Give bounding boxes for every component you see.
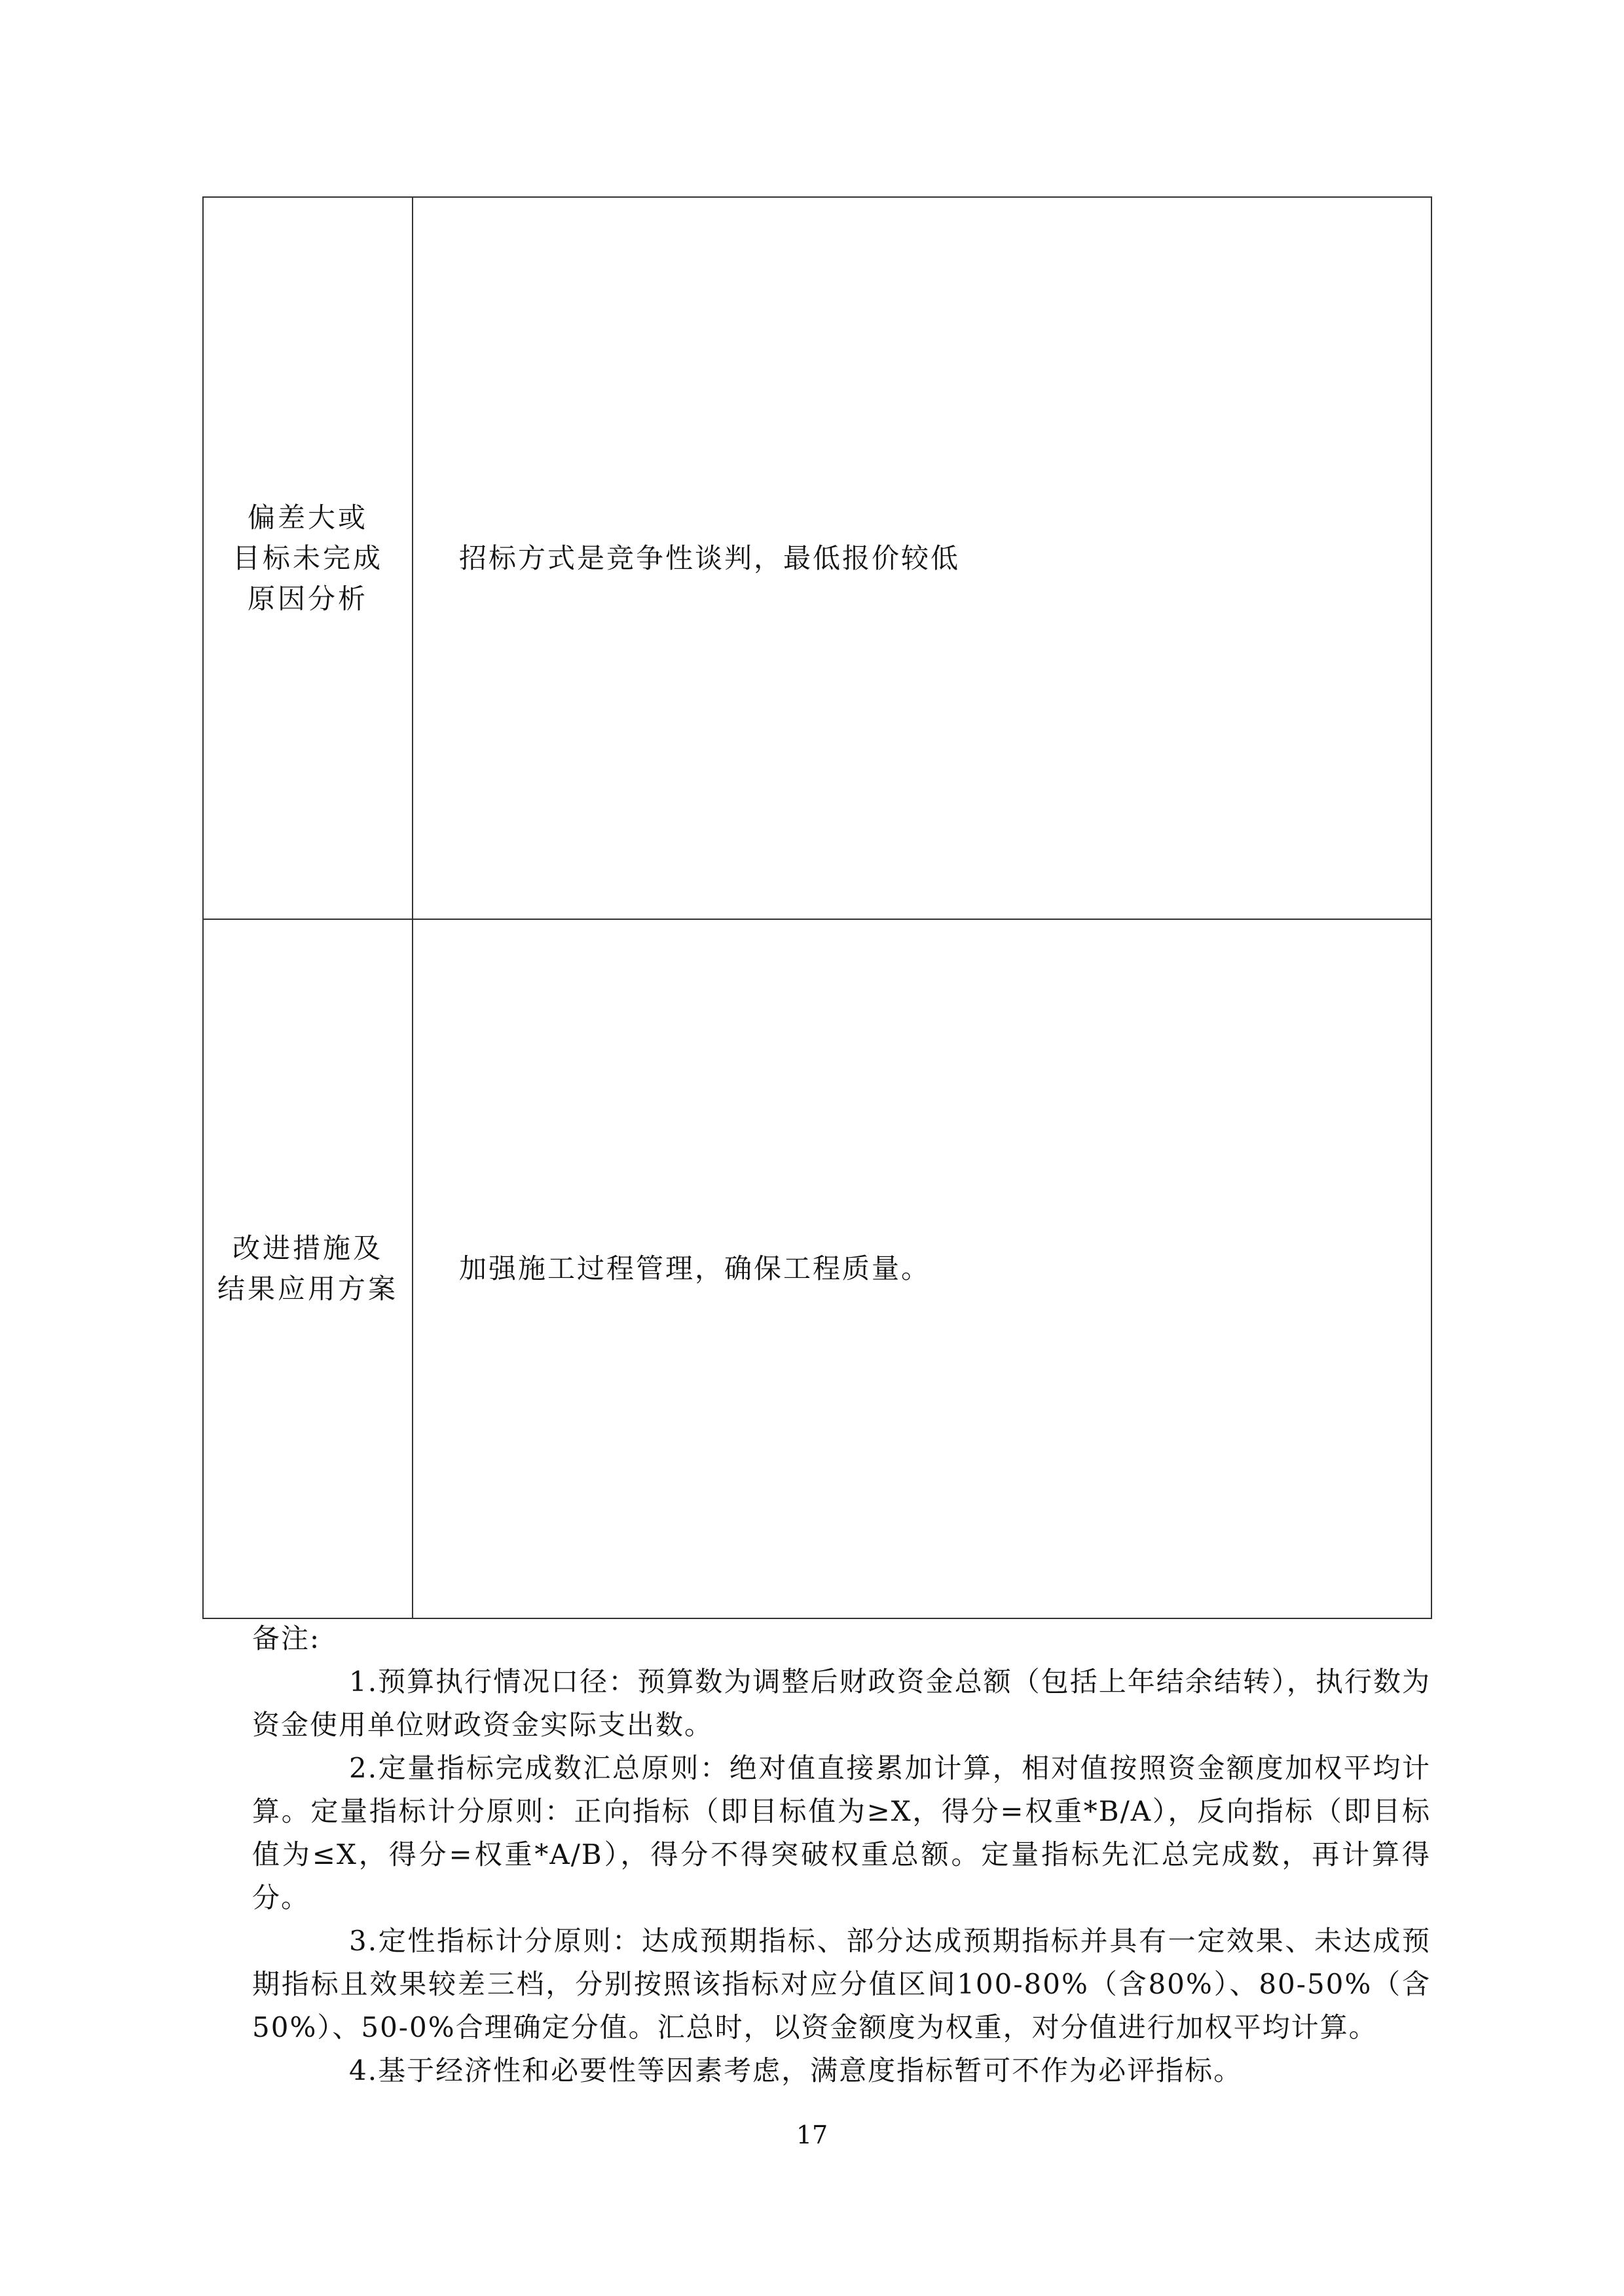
table-row bbox=[203, 197, 1431, 919]
label-line: 目标未完成 bbox=[232, 541, 383, 574]
note-item-2: 2.定量指标完成数汇总原则：绝对值直接累加计算，相对值按照资金额度加权平均计算。定量指标计分原则：正向指标（即目标值为≥X，得分=权重*B/A），反向指标（即目标值为≤X，得分=权重*A/B），得分不得突破权重总额。定量指标先汇总完成数，再计算得分。 bbox=[252, 1752, 1431, 1914]
notes-section bbox=[202, 1617, 1431, 2092]
row-content-improvement-measures: 加强施工过程管理，确保工程质量。 bbox=[413, 919, 1431, 1618]
note-item-3: 3.定性指标计分原则：达成预期指标、部分达成预期指标并具有一定效果、未达成预期指标且效果较差三档，分别按照该指标对应分值区间100-80%（含80%）、80-50%（含50%）、50-0%合理确定分值。汇总时，以资金额度为权重，对分值进行加权平均计算。 bbox=[252, 1925, 1431, 2043]
notes-title: 备注: bbox=[252, 1622, 321, 1654]
label-line: 改进措施及 bbox=[232, 1232, 383, 1264]
row-label-improvement-measures bbox=[203, 919, 413, 1618]
label-line: 原因分析 bbox=[247, 582, 368, 615]
evaluation-table bbox=[202, 196, 1432, 1619]
note-item-4: 4.基于经济性和必要性等因素考虑，满意度指标暂可不作为必评指标。 bbox=[349, 2054, 1243, 2086]
label-line: 结果应用方案 bbox=[217, 1273, 398, 1305]
row-content-deviation-analysis: 招标方式是竞争性谈判，最低报价较低 bbox=[413, 197, 1431, 919]
row-label-deviation-analysis bbox=[203, 197, 413, 919]
note-item-1: 1.预算执行情况口径：预算数为调整后财政资金总额（包括上年结余结转），执行数为资金使用单位财政资金实际支出数。 bbox=[252, 1666, 1431, 1741]
page-number: 17 bbox=[796, 2121, 828, 2149]
table-row bbox=[203, 919, 1431, 1618]
label-line: 偏差大或 bbox=[247, 501, 368, 534]
